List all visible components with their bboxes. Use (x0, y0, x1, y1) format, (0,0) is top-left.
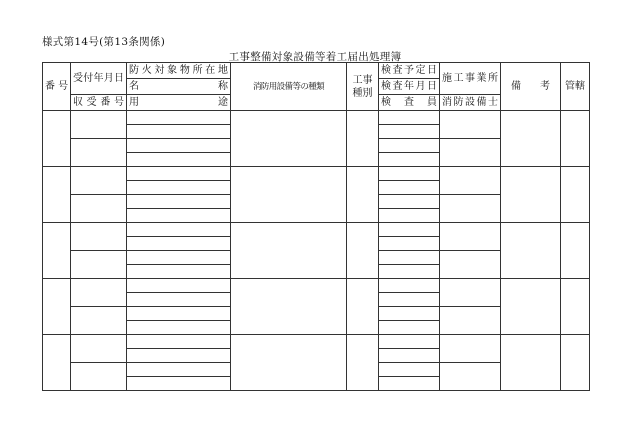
record-remarks-cell (501, 335, 561, 391)
record-equipment-cell (231, 335, 347, 391)
record-worktype-cell (347, 335, 379, 391)
record-location-cell (127, 111, 231, 125)
header-received-date: 受付年月日 (71, 63, 127, 95)
header-remarks (501, 63, 561, 111)
record-received-cell (71, 139, 127, 167)
header-scheduled-date: 検査予定日 (379, 63, 440, 79)
record-location-cell (127, 279, 231, 293)
record-inspection-cell (379, 363, 440, 377)
header-jurisdiction: 管轄 (561, 63, 590, 111)
record-location-cell (127, 181, 231, 195)
record-location-cell (127, 335, 231, 349)
record-location-cell (127, 237, 231, 251)
record-location-cell (127, 349, 231, 363)
record-jurisdiction-cell (561, 335, 590, 391)
record-location-cell (127, 195, 231, 209)
record-location-cell (127, 125, 231, 139)
record-number-cell (43, 167, 71, 223)
record-received-cell (71, 335, 127, 363)
record-inspection-cell (379, 209, 440, 223)
record-row (43, 111, 590, 125)
header-inspector: 検査員 (379, 95, 440, 111)
form-number-label: 様式第14号(第13条関係) (42, 36, 166, 48)
header-received-no: 収受番号 (71, 95, 127, 111)
record-inspection-cell (379, 139, 440, 153)
record-number-cell (43, 223, 71, 279)
record-location-cell (127, 251, 231, 265)
record-inspection-cell (379, 349, 440, 363)
document-title: 工事整備対象設備等着工届出処理簿 (228, 51, 402, 63)
record-remarks-cell (501, 167, 561, 223)
record-row (43, 279, 590, 293)
record-location-cell (127, 139, 231, 153)
header-use-left: 用 (129, 96, 139, 108)
record-row (43, 335, 590, 349)
record-number-cell (43, 335, 71, 391)
record-inspection-cell (379, 195, 440, 209)
record-location-cell (127, 377, 231, 391)
record-received-cell (71, 111, 127, 139)
record-inspection-cell (379, 251, 440, 265)
record-location-cell (127, 321, 231, 335)
record-contractor-cell (440, 251, 501, 279)
record-contractor-cell (440, 167, 501, 195)
record-inspection-cell (379, 167, 440, 181)
record-inspection-cell (379, 153, 440, 167)
record-inspection-cell (379, 111, 440, 125)
register-table (42, 62, 590, 391)
record-location-cell (127, 223, 231, 237)
header-location: 防火対象物所在地 (127, 63, 231, 79)
header-remarks-left: 備 (511, 80, 521, 92)
record-inspection-cell (379, 377, 440, 391)
record-received-cell (71, 251, 127, 279)
record-contractor-cell (440, 279, 501, 307)
header-inspection-date: 検査年月日 (379, 79, 440, 95)
header-name-right: 称 (218, 80, 228, 92)
record-contractor-cell (440, 223, 501, 251)
header-use (127, 95, 231, 111)
record-location-cell (127, 209, 231, 223)
record-location-cell (127, 307, 231, 321)
record-contractor-cell (440, 307, 501, 335)
header-name (127, 79, 231, 95)
header-equipment-type: 消防用設備等の種類 (231, 63, 347, 111)
record-location-cell (127, 363, 231, 377)
record-row (43, 223, 590, 237)
record-received-cell (71, 195, 127, 223)
record-inspection-cell (379, 279, 440, 293)
record-equipment-cell (231, 279, 347, 335)
record-row (43, 167, 590, 181)
record-inspection-cell (379, 335, 440, 349)
record-jurisdiction-cell (561, 223, 590, 279)
record-worktype-cell (347, 279, 379, 335)
record-inspection-cell (379, 223, 440, 237)
record-remarks-cell (501, 223, 561, 279)
record-location-cell (127, 265, 231, 279)
header-contractor: 施工事業所 (440, 63, 501, 95)
record-received-cell (71, 223, 127, 251)
record-contractor-cell (440, 195, 501, 223)
record-contractor-cell (440, 111, 501, 139)
header-number: 番 号 (43, 63, 71, 111)
record-jurisdiction-cell (561, 167, 590, 223)
record-received-cell (71, 167, 127, 195)
record-equipment-cell (231, 111, 347, 167)
record-contractor-cell (440, 139, 501, 167)
record-location-cell (127, 293, 231, 307)
record-inspection-cell (379, 265, 440, 279)
record-number-cell (43, 279, 71, 335)
record-equipment-cell (231, 223, 347, 279)
register-body (43, 111, 590, 391)
header-engineer: 消防設備士 (440, 95, 501, 111)
record-contractor-cell (440, 335, 501, 363)
record-inspection-cell (379, 237, 440, 251)
record-inspection-cell (379, 307, 440, 321)
header-work-type: 工事種別 (347, 63, 379, 111)
header-remarks-right: 考 (540, 80, 550, 92)
record-received-cell (71, 363, 127, 391)
register-header (43, 63, 590, 111)
record-remarks-cell (501, 111, 561, 167)
record-inspection-cell (379, 293, 440, 307)
record-contractor-cell (440, 363, 501, 391)
record-jurisdiction-cell (561, 111, 590, 167)
record-number-cell (43, 111, 71, 167)
record-location-cell (127, 167, 231, 181)
header-use-right: 途 (218, 96, 228, 108)
record-received-cell (71, 279, 127, 307)
record-worktype-cell (347, 223, 379, 279)
header-name-left: 名 (129, 80, 139, 92)
record-equipment-cell (231, 167, 347, 223)
record-inspection-cell (379, 181, 440, 195)
record-worktype-cell (347, 111, 379, 167)
record-worktype-cell (347, 167, 379, 223)
record-inspection-cell (379, 125, 440, 139)
record-remarks-cell (501, 279, 561, 335)
record-jurisdiction-cell (561, 279, 590, 335)
record-received-cell (71, 307, 127, 335)
record-location-cell (127, 153, 231, 167)
record-inspection-cell (379, 321, 440, 335)
